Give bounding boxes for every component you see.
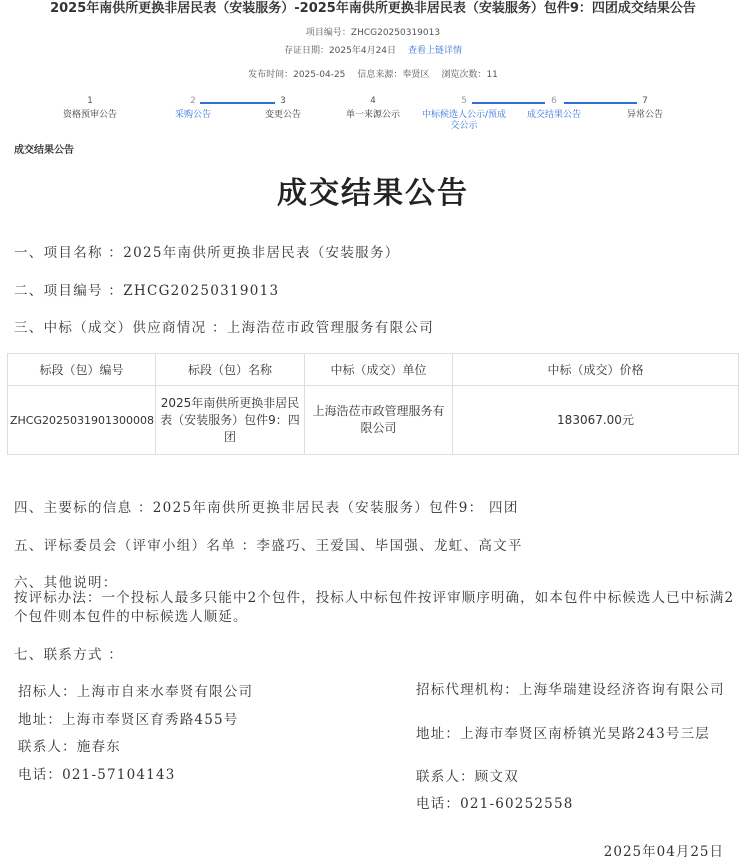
table-header-cell: 中标（成交）单位 (305, 354, 453, 386)
table-header-cell: 中标（成交）价格 (453, 354, 739, 386)
table-cell: 183067.00元 (453, 386, 739, 455)
source-label: 信息来源： (357, 70, 403, 80)
publish-info-line (0, 67, 746, 80)
project-name-line: 一、项目名称 ：2025年南供所更换非居民表（安装服务） (14, 245, 400, 261)
step-number: 2 (190, 96, 196, 106)
step-label: 资格预审公告 (62, 110, 117, 120)
contact-title: 七、联系方式 ： (14, 647, 124, 663)
step-label: 采购公告 (174, 110, 211, 120)
other-notes-title: 六、其他说明： (14, 575, 118, 591)
result-table (7, 353, 739, 455)
table-cell: 2025年南供所更换非居民表（安装服务）包件9：四团 (156, 386, 305, 455)
agency-contact-person: 联系人：顾文双 (416, 769, 519, 785)
breadcrumb: 成交结果公告 (14, 145, 74, 156)
table-cell: ZHCG2025031901300008 (8, 386, 156, 455)
step-number: 4 (370, 96, 376, 106)
tenderer: 招标人：上海市自来水奉贤有限公司 (18, 684, 254, 700)
agency-address: 地址：上海市奉贤区南桥镇光昊路243号三层 (416, 726, 710, 742)
tenderer-contact-person: 联系人：施春东 (18, 739, 121, 755)
step-result[interactable] (509, 96, 599, 121)
source: 奉贤区 (402, 70, 430, 80)
deposit-line (0, 43, 746, 56)
step-number: 5 (461, 96, 467, 106)
main-subject-line: 四、主要标的信息 ：2025年南供所更换非居民表（安装服务）包件9： 四团 (14, 500, 519, 516)
page-title: 2025年南供所更换非居民表（安装服务）-2025年南供所更换非居民表（安装服务）包件9：四团成交结果公告 (50, 1, 696, 16)
step-label: 单一来源公示 (345, 110, 400, 120)
step-change[interactable] (238, 96, 328, 121)
contact-right (416, 681, 736, 813)
table-header-row (8, 354, 739, 386)
chain-details-link[interactable]: 查看上链详情 (408, 46, 463, 56)
publish-time-label: 发布时间： (248, 70, 294, 80)
publish-time: 2025-04-25 (293, 70, 346, 80)
deposit-date: 2025年4月24日 (328, 46, 397, 56)
document-heading: 成交结果公告 (277, 176, 469, 211)
step-label: 变更公告 (264, 110, 301, 120)
tenderer-phone: 电话：021-57104143 (18, 767, 176, 783)
step-label: 中标候选人公示/预成交公示 (421, 110, 507, 131)
step-abnormal[interactable] (600, 96, 690, 121)
table-header-cell: 标段（包）名称 (156, 354, 305, 386)
contact-left (18, 680, 398, 790)
view-count: 11 (486, 70, 498, 80)
project-number-section: 二、项目编号 ：ZHCG20250319013 (14, 283, 280, 299)
step-label: 成交结果公告 (526, 110, 581, 120)
step-number: 7 (642, 96, 648, 106)
table-cell: 上海浩莅市政管理服务有限公司 (305, 386, 453, 455)
step-single-source[interactable] (328, 96, 418, 121)
project-number-label: 项目编号： (305, 28, 351, 38)
step-label: 异常公告 (626, 110, 663, 120)
step-number: 3 (280, 96, 286, 106)
step-number: 1 (87, 96, 93, 106)
project-number: ZHCG20250319013 (350, 28, 441, 38)
document-date: 2025年04月25日 (603, 844, 724, 860)
supplier-line: 三、中标（成交）供应商情况 ：上海浩莅市政管理服务有限公司 (14, 320, 434, 336)
tenderer-address: 地址：上海市奉贤区育秀路455号 (18, 712, 239, 728)
step-number: 6 (551, 96, 557, 106)
views-label: 浏览次数： (441, 70, 487, 80)
agency-phone: 电话：021-60252558 (416, 796, 574, 812)
process-steps (0, 96, 746, 142)
other-notes-body: 按评标办法：一个投标人最多只能中2个包件，投标人中标包件按评审顺序明确，如本包件中标候选人已中标满2个包件则本包件的中标候选人顺延。 (14, 590, 735, 625)
deposit-date-label: 存证日期： (283, 46, 329, 56)
step-prequal[interactable] (45, 96, 135, 121)
agency: 招标代理机构：上海华瑞建设经济咨询有限公司 (416, 682, 725, 698)
committee-line: 五、评标委员会（评审小组）名单 ：李盛巧、王爱国、毕国强、龙虹、高文平 (14, 538, 523, 554)
table-header-cell: 标段（包）编号 (8, 354, 156, 386)
project-number-line (0, 25, 746, 38)
table-row (8, 386, 739, 455)
step-procurement[interactable] (148, 96, 238, 121)
step-candidate[interactable] (419, 96, 509, 132)
